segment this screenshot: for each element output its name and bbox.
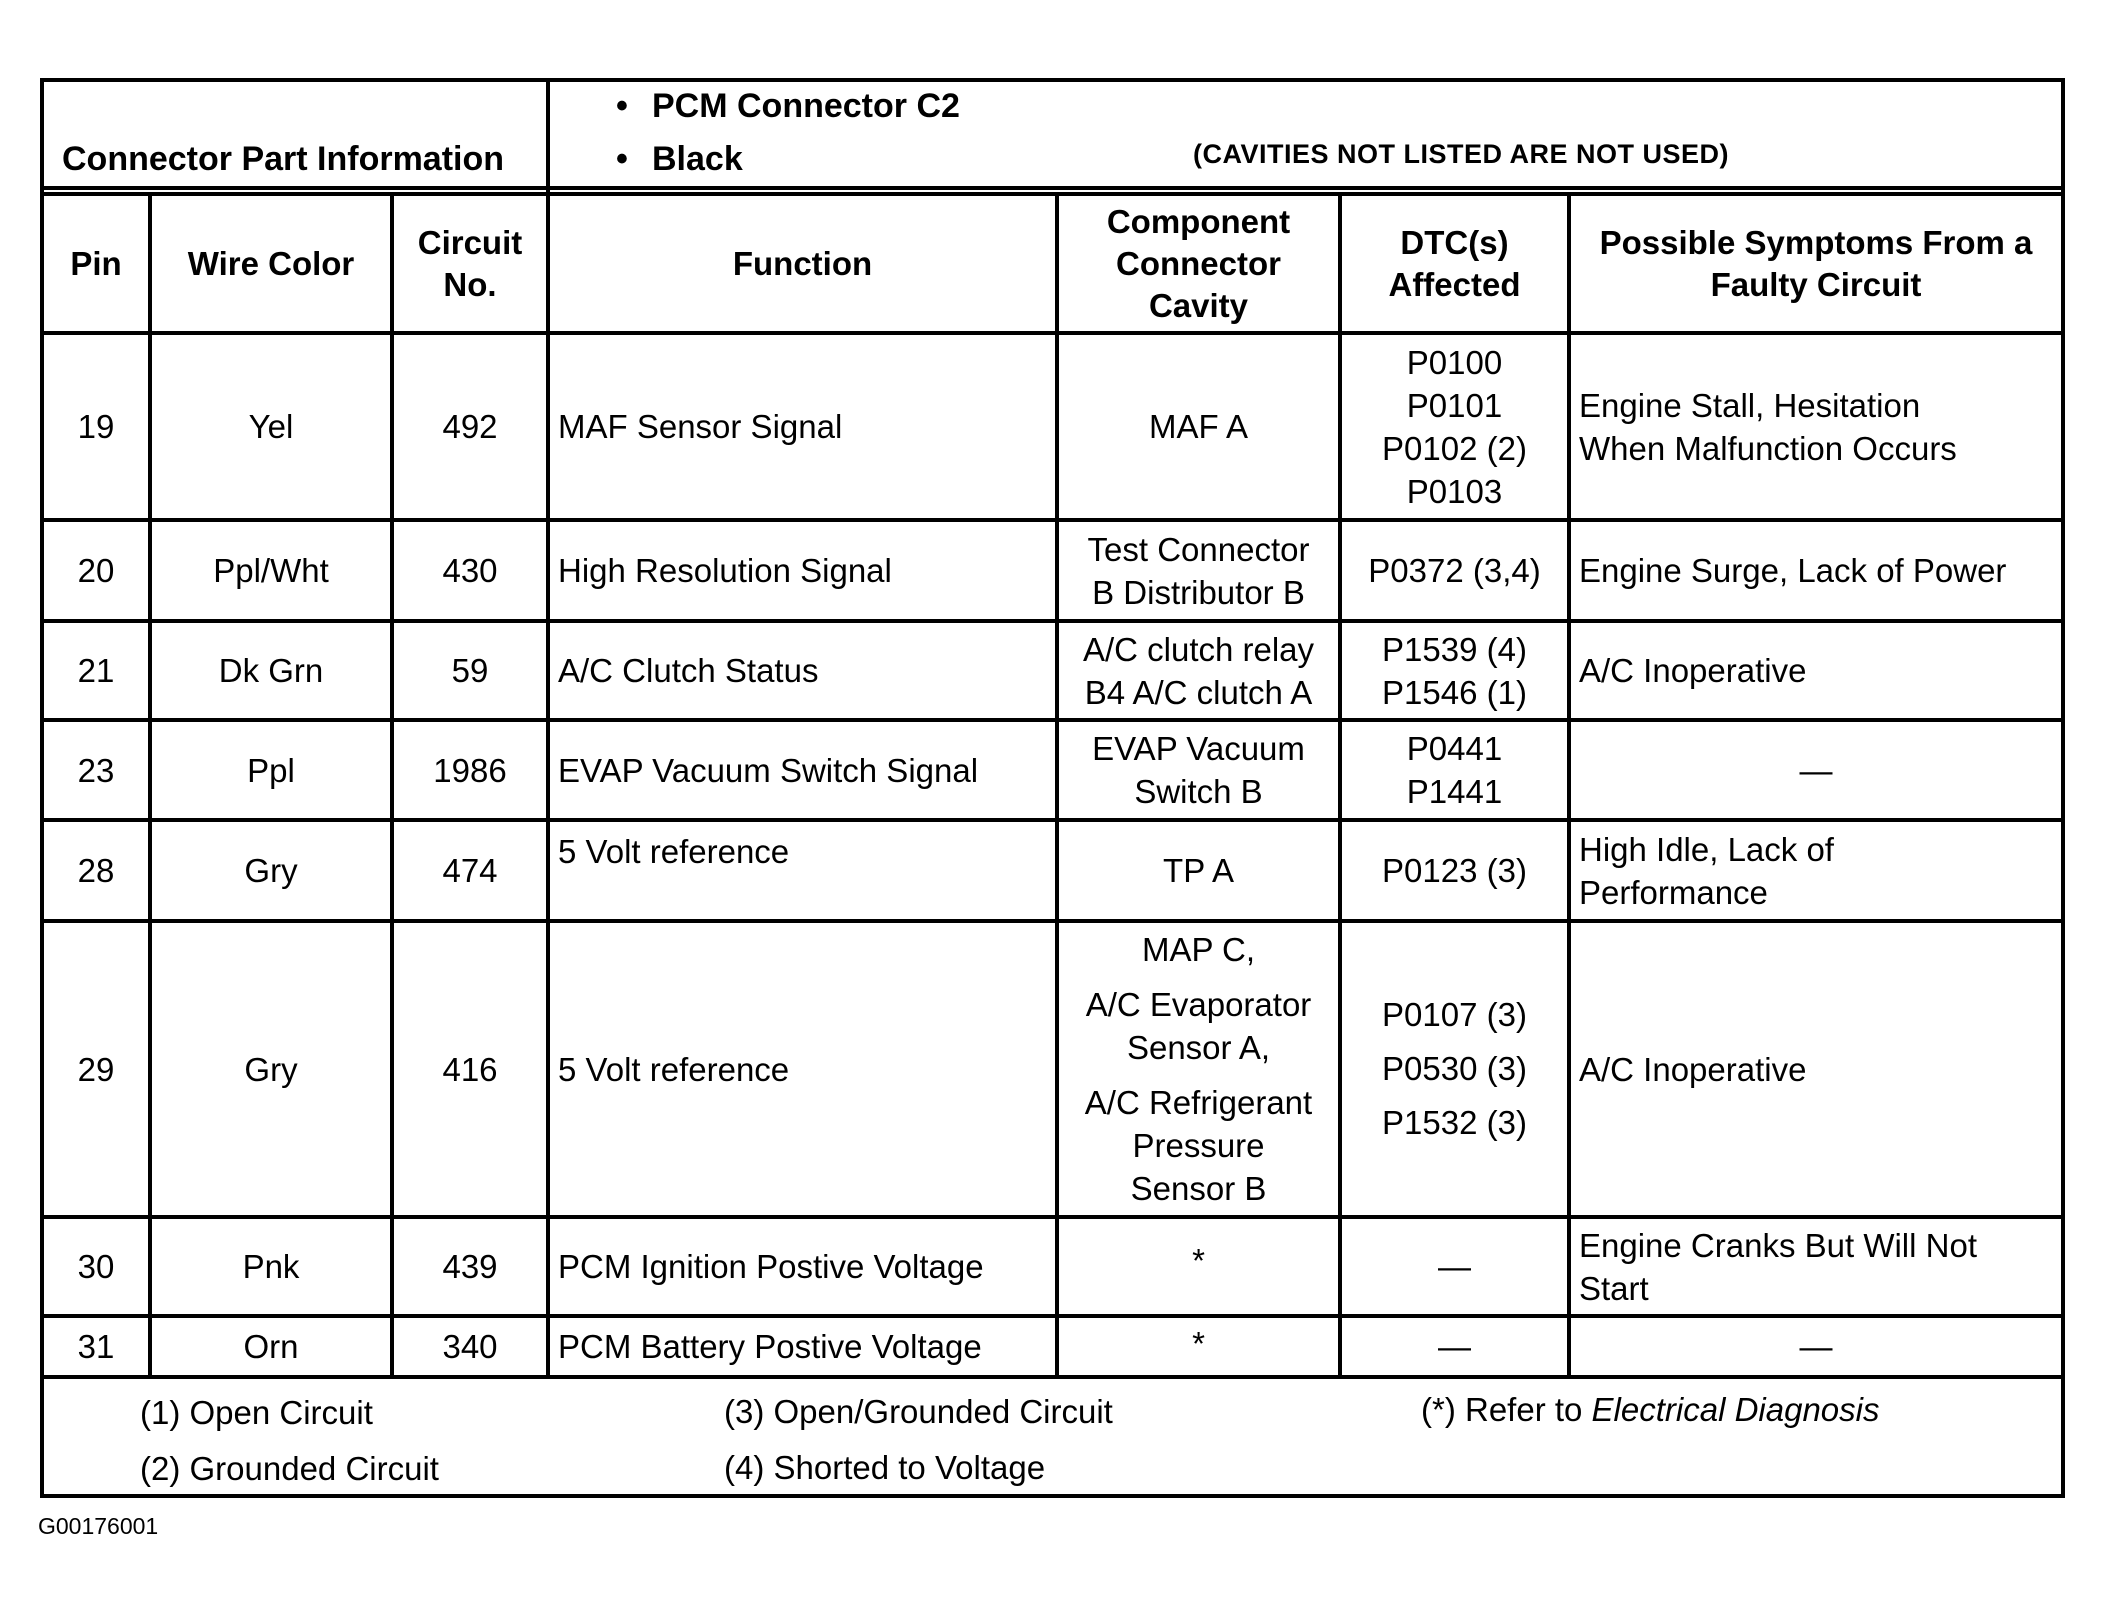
- row-28-circuit: 474: [442, 852, 498, 889]
- footnote-open-grounded: (3) Open/Grounded Circuit: [724, 1393, 1113, 1430]
- row-21-dtc: P1539 (4) P1546 (1): [1382, 630, 1527, 711]
- row-21-circuit: 59: [451, 652, 489, 689]
- row-23-dtc: P0441 P1441: [1406, 730, 1503, 810]
- row-19-function: MAF Sensor Signal: [558, 408, 843, 445]
- row-23-cavity: EVAP Vacuum Switch B: [1092, 730, 1305, 810]
- row-23-circuit: 1986: [433, 751, 507, 789]
- header-wire-color: Wire Color: [187, 244, 355, 282]
- row-30-symptoms: Engine Cranks But Will Not Start: [1579, 1226, 1977, 1307]
- footnote-electrical-diagnosis: (*) Refer to Electrical Diagnosis: [1421, 1391, 1880, 1428]
- row-29-symptoms: A/C Inoperative: [1579, 1050, 1807, 1088]
- row-29-pin: 29: [77, 1050, 115, 1088]
- row-31-function: PCM Battery Postive Voltage: [558, 1328, 982, 1365]
- row-20-circuit: 430: [442, 552, 498, 589]
- row-28-symptoms: High Idle, Lack of Performance: [1579, 830, 1834, 911]
- header-possible-symptoms: Possible Symptoms From a Faulty Circuit: [1599, 223, 2033, 303]
- row-29-wire-color: Gry: [244, 1050, 298, 1088]
- row-28-pin: 28: [77, 852, 115, 889]
- header-component-cavity: Component Connector Cavity: [1106, 202, 1291, 324]
- electrical-diagnosis-reference: Electrical Diagnosis: [1591, 1391, 1880, 1428]
- row-29-circuit: 416: [442, 1050, 498, 1088]
- row-28-wire-color: Gry: [244, 852, 298, 889]
- row-21-pin: 21: [77, 652, 115, 689]
- row-20-wire-color: Ppl/Wht: [213, 552, 329, 589]
- row-30-cavity: *: [1192, 1242, 1205, 1279]
- header-dtc-affected: DTC(s) Affected: [1388, 223, 1521, 303]
- row-28-function: 5 Volt reference: [558, 833, 790, 870]
- row-28-cavity: TP A: [1163, 852, 1234, 889]
- row-30-dtc: —: [1438, 1248, 1471, 1285]
- row-21-function: A/C Clutch Status: [558, 652, 819, 689]
- figure-code: G00176001: [38, 1513, 159, 1539]
- row-31-dtc: —: [1438, 1328, 1471, 1365]
- unused-cavities-note: (CAVITIES NOT LISTED ARE NOT USED): [1193, 139, 1730, 169]
- row-23-symptoms: —: [1799, 751, 1833, 789]
- row-19-symptoms: Engine Stall, Hesitation When Malfunction Occurs: [1579, 386, 1957, 467]
- connector-info-label: Connector Part Information: [62, 140, 505, 178]
- row-30-circuit: 439: [442, 1248, 498, 1285]
- row-31-cavity: *: [1192, 1325, 1205, 1362]
- row-21-symptoms: A/C Inoperative: [1579, 652, 1807, 689]
- footnote-open-circuit: (1) Open Circuit: [140, 1394, 373, 1431]
- rule-info-bottom: [40, 186, 2065, 190]
- row-21-wire-color: Dk Grn: [218, 652, 324, 689]
- row-20-dtc: P0372 (3,4): [1368, 552, 1541, 589]
- row-30-wire-color: Pnk: [242, 1248, 300, 1285]
- footnote-grounded-circuit: (2) Grounded Circuit: [140, 1450, 439, 1487]
- row-20-symptoms: Engine Surge, Lack of Power: [1579, 552, 2007, 589]
- row-31-symptoms: —: [1799, 1328, 1833, 1365]
- row-19-wire-color: Yel: [248, 408, 294, 445]
- row-30-function: PCM Ignition Postive Voltage: [558, 1248, 984, 1285]
- row-19-cavity: MAF A: [1148, 408, 1249, 445]
- row-31-wire-color: Orn: [243, 1328, 299, 1365]
- row-30-pin: 30: [77, 1248, 115, 1285]
- row-20-function: High Resolution Signal: [558, 552, 892, 589]
- footnote-shorted-voltage: (4) Shorted to Voltage: [724, 1449, 1046, 1486]
- row-19-dtc: P0100 P0101 P0102 (2) P0103: [1382, 343, 1527, 510]
- row-19-circuit: 492: [442, 408, 498, 445]
- row-20-pin: 20: [77, 552, 115, 589]
- row-20-cavity: Test Connector B Distributor B: [1087, 530, 1310, 611]
- row-31-pin: 31: [77, 1328, 115, 1365]
- connector-bullet-name: • PCM Connector C2: [652, 87, 960, 126]
- row-23-function: EVAP Vacuum Switch Signal: [558, 751, 979, 789]
- row-23-pin: 23: [77, 751, 115, 789]
- header-pin: Pin: [70, 244, 122, 282]
- header-circuit-no: Circuit No.: [417, 223, 523, 303]
- row-19-pin: 19: [77, 408, 115, 445]
- row-29-function: 5 Volt reference: [558, 1050, 790, 1088]
- header-function: Function: [732, 244, 873, 282]
- connector-bullet-color: • Black: [652, 140, 743, 179]
- row-21-cavity: A/C clutch relay B4 A/C clutch A: [1082, 630, 1315, 711]
- rule-row-31: [40, 1375, 2065, 1379]
- row-29-cavity: MAP C, A/C Evaporator Sensor A, A/C Refrigerant Pressure Sensor B: [1084, 931, 1313, 1207]
- rule-col-info: [546, 78, 550, 192]
- row-23-wire-color: Ppl: [247, 751, 295, 789]
- row-31-circuit: 340: [442, 1328, 498, 1365]
- row-29-dtc: P0107 (3) P0530 (3) P1532 (3): [1382, 996, 1527, 1141]
- row-28-dtc: P0123 (3): [1382, 852, 1527, 889]
